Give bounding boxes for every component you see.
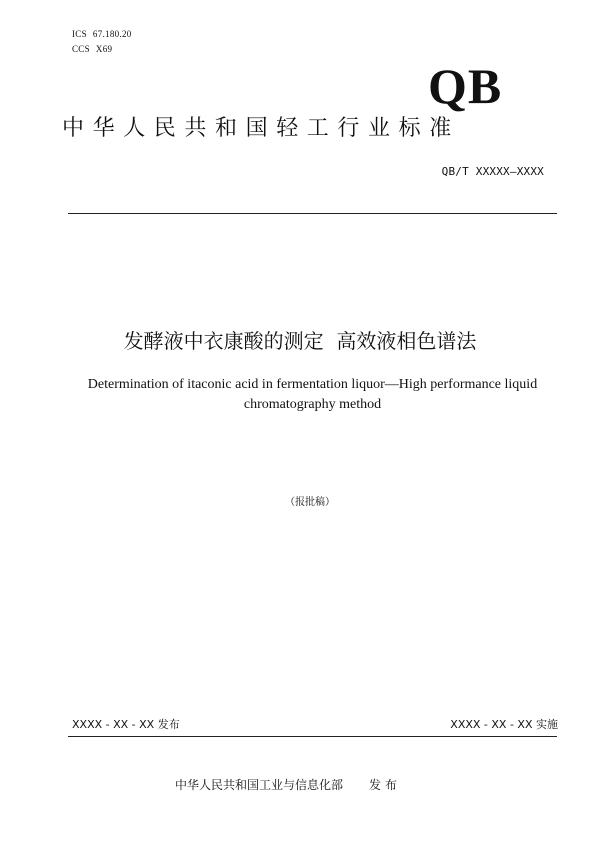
publisher-name: 中华人民共和国工业与信息化部 — [175, 778, 344, 792]
title-english-line-1: Determination of itaconic acid in fermentation liquor—High performance liquid — [87, 377, 538, 392]
implementation-date: XXXX - XX - XX 实施 — [450, 718, 558, 731]
draft-status: （报批稿） — [285, 497, 335, 508]
qb-logo: QB — [428, 58, 503, 114]
top-divider — [68, 213, 557, 214]
title-chinese: 发酵液中衣康酸的测定 高效液相色谱法 — [123, 329, 477, 353]
title-english — [80, 375, 545, 415]
standard-title: 中华人民共和国轻工行业标准 — [62, 116, 460, 141]
ics-code: 67.180.20 — [92, 29, 132, 39]
publisher-line — [175, 776, 397, 793]
ccs-label: CCS — [72, 44, 90, 54]
ics-label: ICS — [72, 29, 87, 39]
ccs-code-line — [72, 44, 112, 54]
ics-code-line — [72, 29, 132, 39]
standard-number: QB/T XXXXX—XXXX — [441, 165, 544, 178]
title-english-line-2: chromatography method — [243, 397, 382, 412]
publisher-action: 发 布 — [369, 778, 397, 792]
ccs-code: X69 — [95, 44, 113, 54]
issue-date: XXXX - XX - XX 发布 — [72, 718, 180, 731]
bottom-divider — [68, 736, 557, 737]
